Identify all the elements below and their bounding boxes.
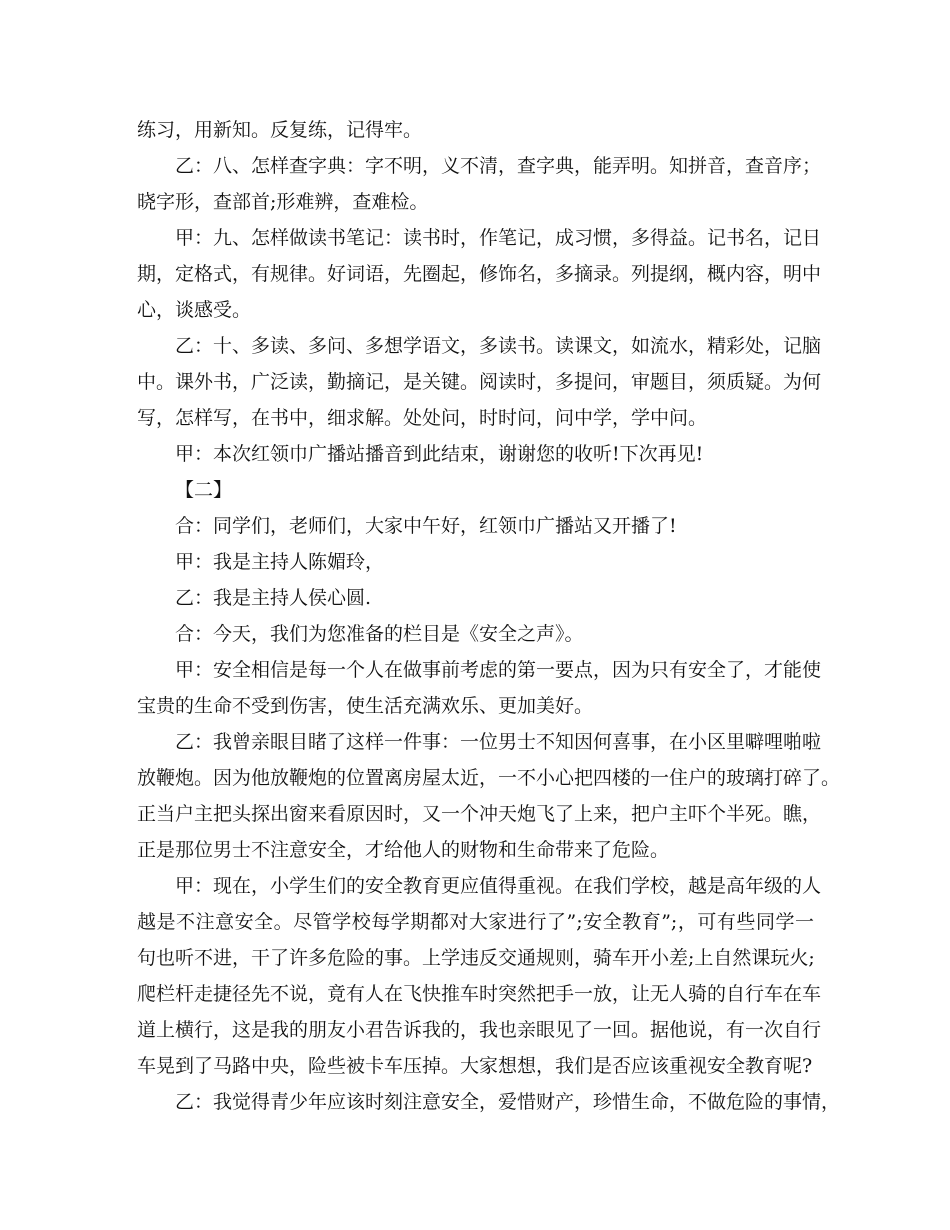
text-line: 放鞭炮。因为他放鞭炮的位置离房屋太近，一不小心把四楼的一住户的玻璃打碎了。	[137, 767, 841, 789]
text-line: 晓字形，查部首;形难辨，查难检。	[137, 191, 429, 213]
text-line: 练习，用新知。反复练，记得牢。	[137, 119, 423, 141]
section-heading: 【二】	[175, 479, 233, 501]
text-line: 合：今天，我们为您准备的栏目是《安全之声》。	[175, 623, 584, 645]
text-line: 乙：八、怎样查字典：字不明，义不清，查字典，能弄明。知拼音，查音序；	[175, 155, 822, 177]
text-line: 句也听不进，干了许多危险的事。上学违反交通规则，骑车开小差;上自然课玩火;	[137, 947, 815, 969]
text-line: 正是那位男士不注意安全，才给他人的财物和生命带来了危险。	[137, 839, 670, 861]
text-line: 宝贵的生命不受到伤害，使生活充满欢乐、更加美好。	[137, 695, 594, 717]
text-line: 乙：我是主持人侯心圆.	[175, 587, 372, 609]
text-line: 写，怎样写，在书中，细求解。处处问，时时问，问中学，学中问。	[137, 407, 708, 429]
text-line: 正当户主把头探出窗来看原因时，又一个冲天炮飞了上来，把户主吓个半死。瞧，	[137, 803, 822, 825]
text-line: 中。课外书，广泛读，勤摘记，是关键。阅读时，多提问，审题目，须质疑。为何	[137, 371, 822, 393]
text-line: 心，谈感受。	[137, 299, 252, 321]
text-line: 乙：我觉得青少年应该时刻注意安全，爱惜财产，珍惜生命，不做危险的事情，	[175, 1091, 841, 1113]
text-line: 越是不注意安全。尽管学校每学期都对大家进行了”;安全教育”;，可有些同学一	[137, 911, 814, 933]
text-line: 乙：我曾亲眼目睹了这样一件事：一位男士不知因何喜事，在小区里噼哩啪啦	[175, 731, 822, 753]
text-line: 乙：十、多读、多问、多想学语文，多读书。读课文，如流水，精彩处，记脑	[175, 335, 822, 357]
text-line: 车晃到了马路中央，险些被卡车压掉。大家想想，我们是否应该重视安全教育呢?	[137, 1055, 813, 1077]
text-line: 合：同学们，老师们，大家中午好，红领巾广播站又开播了!	[175, 515, 677, 537]
text-line: 甲：现在，小学生们的安全教育更应值得重视。在我们学校，越是高年级的人	[175, 875, 822, 897]
text-line: 甲：我是主持人陈媚玲，	[175, 551, 385, 573]
text-line: 期，定格式，有规律。好词语，先圈起，修饰名，多摘录。列提纲，概内容，明中	[137, 263, 822, 285]
text-line: 甲：本次红领巾广播站播音到此结束，谢谢您的收听!下次再见!	[175, 443, 704, 465]
text-line: 道上横行，这是我的朋友小君告诉我的，我也亲眼见了一回。据他说，有一次自行	[137, 1019, 822, 1041]
text-line: 甲：九、怎样做读书笔记：读书时，作笔记，成习惯，多得益。记书名，记日	[175, 227, 822, 249]
text-line: 甲：安全相信是每一个人在做事前考虑的第一要点，因为只有安全了，才能使	[175, 659, 822, 681]
text-line: 爬栏杆走捷径先不说，竟有人在飞快推车时突然把手一放，让无人骑的自行车在车	[137, 983, 822, 1005]
